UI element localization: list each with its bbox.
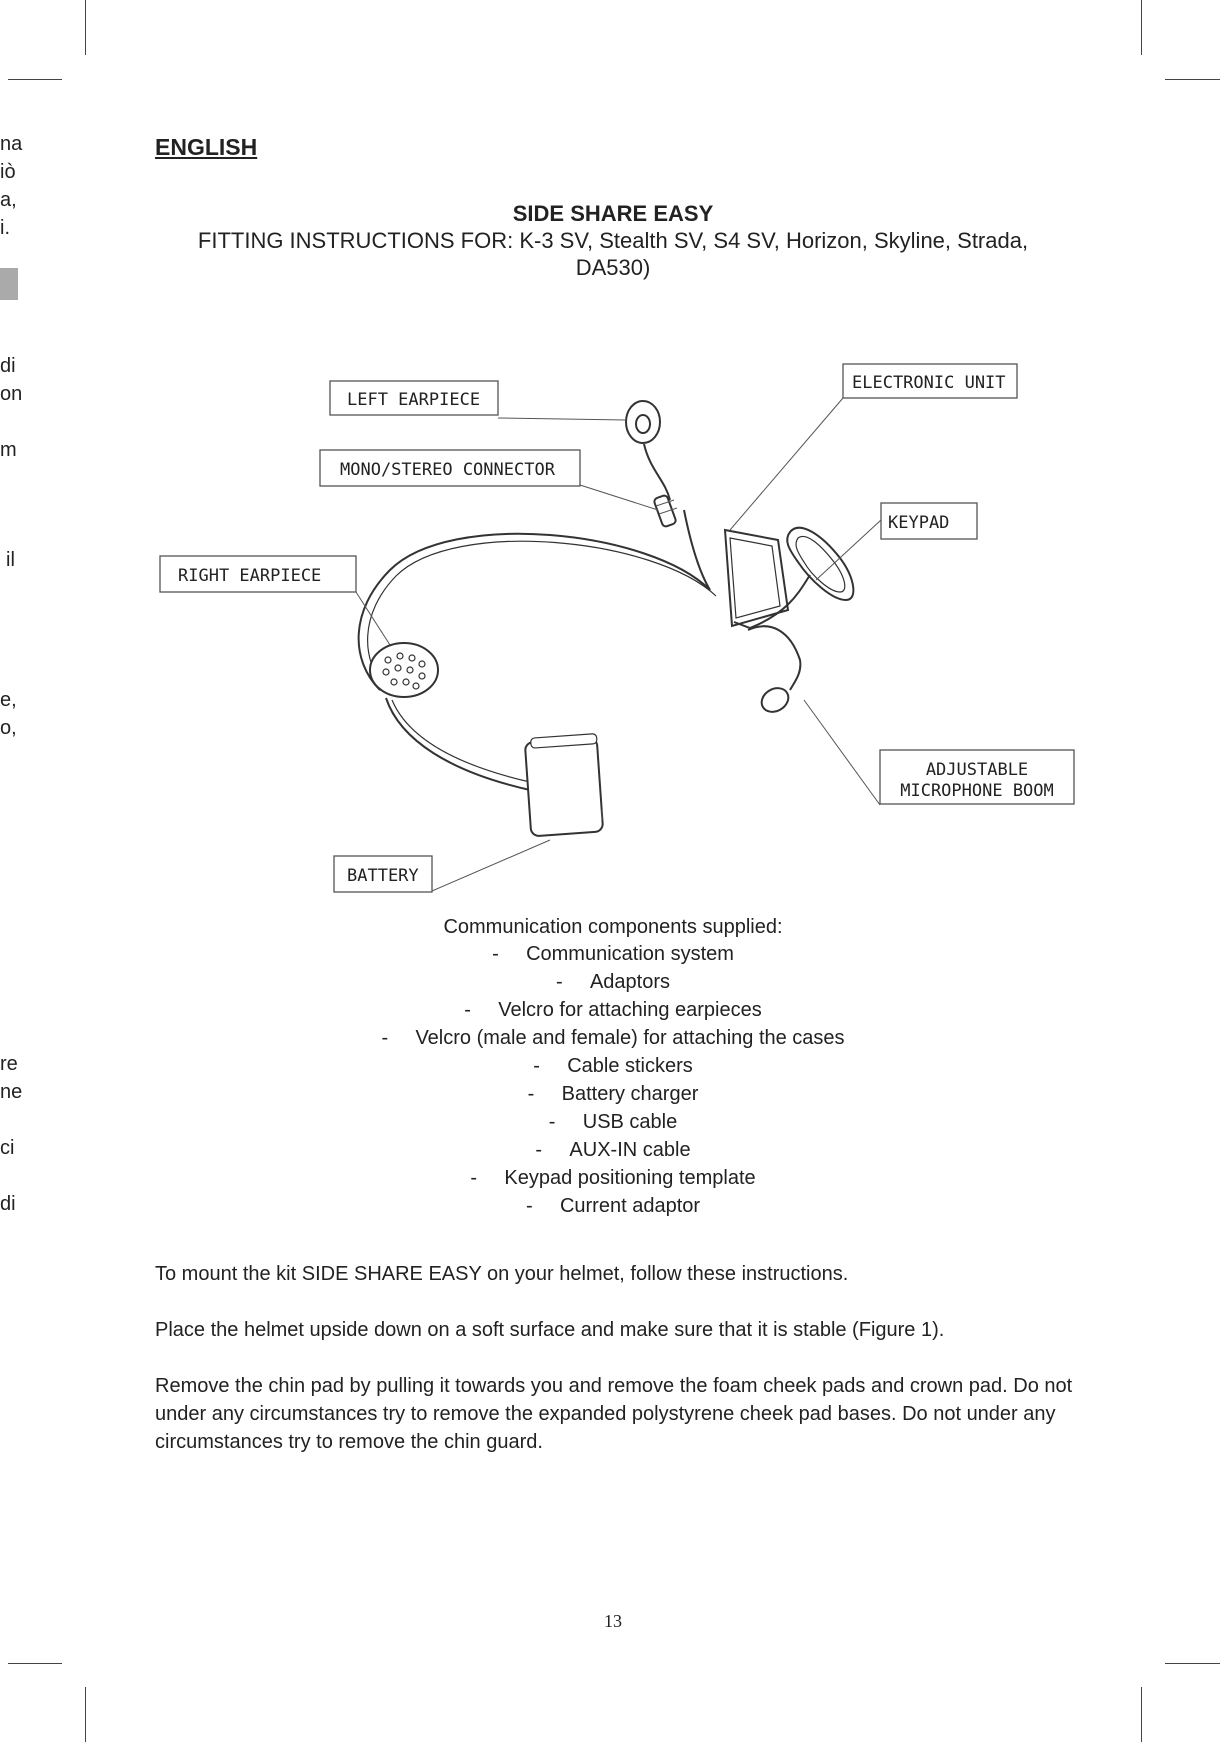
bleed-marker bbox=[0, 268, 18, 300]
page-number: 13 bbox=[604, 1611, 622, 1631]
left-earpiece bbox=[626, 401, 670, 500]
bleed-text: on bbox=[0, 383, 23, 405]
bleed-text: ci bbox=[0, 1137, 15, 1159]
label-right-earpiece bbox=[160, 556, 356, 592]
list-item: - Current adaptor bbox=[525, 1195, 701, 1217]
list-item: - Adaptors bbox=[555, 971, 671, 993]
list-item: - Keypad positioning template bbox=[470, 1167, 756, 1189]
page-subtitle: FITTING INSTRUCTIONS FOR: K-3 SV, Stealth SV, S4 SV, Horizon, Skyline, Strada, DA530) bbox=[197, 228, 1029, 280]
list-item: - Communication system bbox=[492, 943, 734, 965]
crop-mark bbox=[1141, 1687, 1142, 1742]
battery bbox=[525, 734, 603, 837]
list-item: - Velcro for attaching earpieces bbox=[464, 999, 762, 1021]
crop-mark bbox=[85, 0, 86, 55]
label-battery bbox=[334, 856, 432, 892]
right-earpiece bbox=[370, 643, 438, 697]
instruction-paragraph: Place the helmet upside down on a soft surface and make sure that it is stable (Figure 1). bbox=[155, 1319, 945, 1341]
bleed-text: m bbox=[0, 439, 17, 461]
page-title: SIDE SHARE EASY bbox=[512, 201, 714, 226]
bleed-text: o, bbox=[0, 717, 17, 739]
bleed-text: di bbox=[0, 1193, 16, 1215]
section-heading: ENGLISH bbox=[155, 134, 258, 160]
svg-text:ADJUSTABLE: ADJUSTABLE bbox=[925, 760, 1029, 780]
crop-mark bbox=[8, 79, 62, 80]
bleed-text: i. bbox=[0, 217, 10, 239]
list-item: - Cable stickers bbox=[533, 1055, 693, 1077]
bleed-text: di bbox=[0, 355, 16, 377]
bleed-text: re bbox=[0, 1053, 18, 1075]
bleed-text: ne bbox=[0, 1081, 23, 1103]
crop-mark bbox=[1141, 0, 1142, 55]
svg-text:BATTERY: BATTERY bbox=[347, 866, 419, 886]
bleed-text: iò bbox=[0, 161, 16, 183]
instruction-paragraph: To mount the kit SIDE SHARE EASY on your helmet, follow these instructions. bbox=[155, 1263, 849, 1285]
bleed-text: na bbox=[0, 133, 23, 155]
list-item: - USB cable bbox=[548, 1111, 678, 1133]
svg-text:MICROPHONE BOOM: MICROPHONE BOOM bbox=[900, 781, 1054, 801]
svg-text:LEFT EARPIECE: LEFT EARPIECE bbox=[347, 390, 481, 410]
crop-mark bbox=[1165, 79, 1220, 80]
bleed-text: a, bbox=[0, 189, 17, 211]
label-mono-stereo-connector bbox=[320, 450, 580, 486]
label-microphone-boom bbox=[880, 750, 1074, 804]
bleed-text: e, bbox=[0, 689, 17, 711]
keypad bbox=[787, 528, 853, 600]
svg-text:RIGHT EARPIECE: RIGHT EARPIECE bbox=[178, 566, 322, 586]
bleed-text: il bbox=[6, 549, 15, 571]
svg-text:ELECTRONIC UNIT: ELECTRONIC UNIT bbox=[852, 373, 1006, 393]
list-item: - Battery charger bbox=[527, 1083, 699, 1105]
list-item: - Velcro (male and female) for attaching the cases bbox=[381, 1027, 845, 1049]
crop-mark bbox=[1165, 1663, 1220, 1664]
svg-text:KEYPAD: KEYPAD bbox=[888, 513, 950, 533]
kit-diagram bbox=[150, 360, 1080, 900]
crop-mark bbox=[85, 1687, 86, 1742]
label-keypad bbox=[881, 503, 977, 539]
components-title: Communication components supplied: bbox=[443, 916, 783, 938]
components-list bbox=[160, 940, 1066, 1220]
svg-text:MONO/STEREO CONNECTOR: MONO/STEREO CONNECTOR bbox=[340, 460, 555, 480]
mono-stereo-connector bbox=[653, 495, 677, 528]
label-electronic-unit bbox=[843, 364, 1017, 398]
label-left-earpiece bbox=[330, 381, 498, 415]
instruction-paragraph: Remove the chin pad by pulling it towards you and remove the foam cheek pads and crown pad. Do not under any circumstances try to remove the expanded polystyrene cheek pad bases. Do not under any circumstances try to remove the chin guard. bbox=[155, 1375, 1073, 1453]
crop-mark bbox=[8, 1663, 62, 1664]
list-item: - AUX-IN cable bbox=[535, 1139, 691, 1161]
